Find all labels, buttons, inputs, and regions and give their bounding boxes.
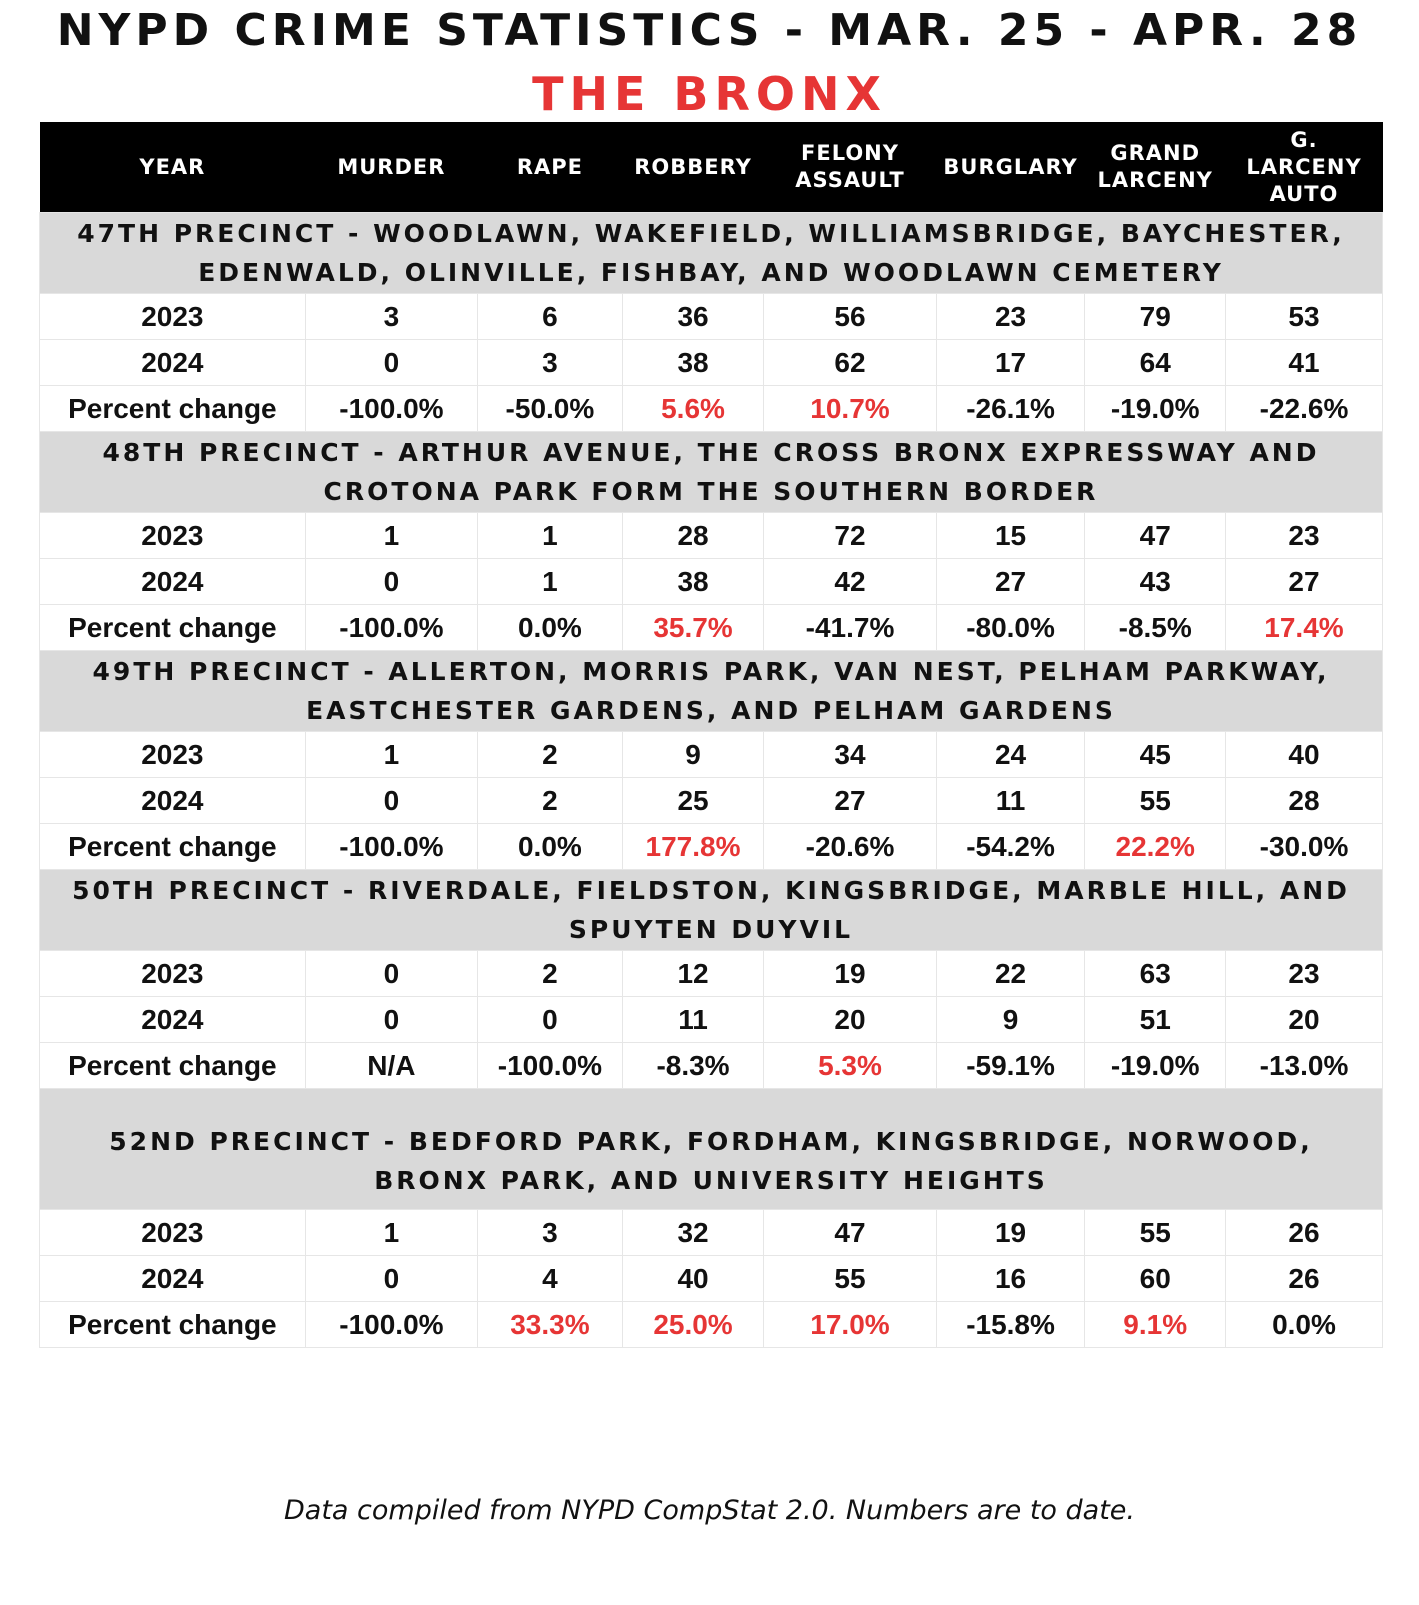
row-2023-burglary-cell: 24 (936, 732, 1085, 778)
row-2023-robbery-cell: 12 (622, 951, 764, 997)
borough-subtitle: THE BRONX (532, 67, 887, 121)
row-percent-change-burglary-cell: -80.0% (936, 605, 1085, 651)
row-2024-year-cell: 2024 (40, 997, 306, 1043)
column-header-rape: RAPE (478, 122, 623, 213)
row-percent-change-year-cell: Percent change (40, 1302, 306, 1348)
row-percent-change-robbery-cell: -8.3% (622, 1043, 764, 1089)
row-2023-felony-assault-cell: 72 (764, 513, 936, 559)
row-2024-grand-larceny-cell: 55 (1085, 778, 1226, 824)
row-2024-felony-assault-cell: 20 (764, 997, 936, 1043)
row-percent-change-rape-cell: 0.0% (478, 824, 623, 870)
row-2023-murder-cell: 1 (305, 732, 477, 778)
row-percent-change-robbery-cell: 35.7% (622, 605, 764, 651)
row-percent-change-grand-larceny-auto-cell: -30.0% (1225, 824, 1382, 870)
table-row (40, 1210, 1383, 1256)
table-row (40, 386, 1383, 432)
row-2023-murder-cell: 1 (305, 1210, 477, 1256)
row-2023-burglary-cell: 22 (936, 951, 1085, 997)
precinct-heading: 50TH PRECINCT - RIVERDALE, FIELDSTON, KINGSBRIDGE, MARBLE HILL, AND SPUYTEN DUYVIL (40, 870, 1383, 951)
table-row (40, 513, 1383, 559)
table-row (40, 340, 1383, 386)
row-2023-burglary-cell: 23 (936, 294, 1085, 340)
row-percent-change-burglary-cell: -15.8% (936, 1302, 1085, 1348)
table-body (40, 213, 1383, 1348)
row-percent-change-year-cell: Percent change (40, 605, 306, 651)
row-2023-felony-assault-cell: 34 (764, 732, 936, 778)
row-2024-burglary-cell: 17 (936, 340, 1085, 386)
row-2024-grand-larceny-auto-cell: 28 (1225, 778, 1382, 824)
row-2023-felony-assault-cell: 47 (764, 1210, 936, 1256)
row-2023-year-cell: 2023 (40, 294, 306, 340)
row-2024-rape-cell: 4 (478, 1256, 623, 1302)
row-percent-change-year-cell: Percent change (40, 1043, 306, 1089)
row-2023-robbery-cell: 9 (622, 732, 764, 778)
column-header-grand-larceny-auto: G. LARCENY AUTO (1225, 122, 1382, 213)
row-2024-rape-cell: 3 (478, 340, 623, 386)
precinct-heading-row (40, 1089, 1383, 1210)
row-2024-grand-larceny-cell: 43 (1085, 559, 1226, 605)
row-2023-rape-cell: 3 (478, 1210, 623, 1256)
row-percent-change-felony-assault-cell: -20.6% (764, 824, 936, 870)
row-2023-year-cell: 2023 (40, 513, 306, 559)
row-percent-change-murder-cell: -100.0% (305, 824, 477, 870)
row-2023-grand-larceny-cell: 55 (1085, 1210, 1226, 1256)
column-header-burglary: BURGLARY (936, 122, 1085, 213)
row-2024-robbery-cell: 40 (622, 1256, 764, 1302)
table-header-row (40, 122, 1383, 213)
row-2024-grand-larceny-cell: 64 (1085, 340, 1226, 386)
row-percent-change-grand-larceny-cell: -19.0% (1085, 1043, 1226, 1089)
row-2024-robbery-cell: 11 (622, 997, 764, 1043)
column-header-year: YEAR (40, 122, 306, 213)
row-percent-change-grand-larceny-auto-cell: 0.0% (1225, 1302, 1382, 1348)
row-2023-rape-cell: 6 (478, 294, 623, 340)
row-percent-change-felony-assault-cell: -41.7% (764, 605, 936, 651)
row-percent-change-burglary-cell: -59.1% (936, 1043, 1085, 1089)
row-2024-rape-cell: 0 (478, 997, 623, 1043)
row-2024-year-cell: 2024 (40, 1256, 306, 1302)
row-2023-murder-cell: 0 (305, 951, 477, 997)
row-2023-year-cell: 2023 (40, 732, 306, 778)
row-2023-burglary-cell: 19 (936, 1210, 1085, 1256)
row-2024-murder-cell: 0 (305, 340, 477, 386)
row-2024-burglary-cell: 11 (936, 778, 1085, 824)
row-percent-change-grand-larceny-auto-cell: -22.6% (1225, 386, 1382, 432)
row-2023-grand-larceny-cell: 63 (1085, 951, 1226, 997)
row-2023-burglary-cell: 15 (936, 513, 1085, 559)
row-2024-grand-larceny-cell: 51 (1085, 997, 1226, 1043)
table-row (40, 605, 1383, 651)
source-note: Data compiled from NYPD CompStat 2.0. Numbers are to date. (283, 1495, 1135, 1526)
row-percent-change-felony-assault-cell: 10.7% (764, 386, 936, 432)
row-percent-change-felony-assault-cell: 5.3% (764, 1043, 936, 1089)
row-2023-murder-cell: 3 (305, 294, 477, 340)
table-row (40, 951, 1383, 997)
precinct-heading: 48TH PRECINCT - ARTHUR AVENUE, THE CROSS BRONX EXPRESSWAY AND CROTONA PARK FORM THE SOUTHERN BORDER (40, 432, 1383, 513)
row-2024-murder-cell: 0 (305, 997, 477, 1043)
row-2024-rape-cell: 1 (478, 559, 623, 605)
table-row (40, 1302, 1383, 1348)
row-percent-change-grand-larceny-cell: -8.5% (1085, 605, 1226, 651)
column-header-robbery: ROBBERY (622, 122, 764, 213)
row-2024-robbery-cell: 25 (622, 778, 764, 824)
row-2024-burglary-cell: 16 (936, 1256, 1085, 1302)
row-percent-change-murder-cell: N/A (305, 1043, 477, 1089)
row-2024-year-cell: 2024 (40, 559, 306, 605)
row-2023-robbery-cell: 32 (622, 1210, 764, 1256)
row-percent-change-robbery-cell: 5.6% (622, 386, 764, 432)
row-percent-change-robbery-cell: 177.8% (622, 824, 764, 870)
row-2024-grand-larceny-cell: 60 (1085, 1256, 1226, 1302)
table-row (40, 732, 1383, 778)
row-2024-murder-cell: 0 (305, 1256, 477, 1302)
row-percent-change-rape-cell: 33.3% (478, 1302, 623, 1348)
row-percent-change-grand-larceny-auto-cell: -13.0% (1225, 1043, 1382, 1089)
row-2023-robbery-cell: 28 (622, 513, 764, 559)
row-2023-rape-cell: 2 (478, 732, 623, 778)
row-percent-change-burglary-cell: -54.2% (936, 824, 1085, 870)
row-2024-rape-cell: 2 (478, 778, 623, 824)
row-percent-change-rape-cell: -50.0% (478, 386, 623, 432)
row-2023-felony-assault-cell: 56 (764, 294, 936, 340)
row-2024-grand-larceny-auto-cell: 20 (1225, 997, 1382, 1043)
row-2023-grand-larceny-cell: 47 (1085, 513, 1226, 559)
precinct-heading: 52ND PRECINCT - BEDFORD PARK, FORDHAM, KINGSBRIDGE, NORWOOD, BRONX PARK, AND UNIVERSITY HEIGHTS (40, 1089, 1383, 1210)
table-row (40, 294, 1383, 340)
row-2023-rape-cell: 1 (478, 513, 623, 559)
column-header-murder: MURDER (305, 122, 477, 213)
row-percent-change-murder-cell: -100.0% (305, 386, 477, 432)
precinct-heading-row (40, 651, 1383, 732)
row-2023-grand-larceny-auto-cell: 26 (1225, 1210, 1382, 1256)
row-2024-robbery-cell: 38 (622, 559, 764, 605)
table-row (40, 1256, 1383, 1302)
row-2024-felony-assault-cell: 55 (764, 1256, 936, 1302)
table-row (40, 778, 1383, 824)
row-2023-grand-larceny-cell: 79 (1085, 294, 1226, 340)
precinct-heading-row (40, 870, 1383, 951)
row-2023-rape-cell: 2 (478, 951, 623, 997)
row-2023-grand-larceny-auto-cell: 23 (1225, 513, 1382, 559)
row-2024-grand-larceny-auto-cell: 27 (1225, 559, 1382, 605)
row-percent-change-robbery-cell: 25.0% (622, 1302, 764, 1348)
row-2024-grand-larceny-auto-cell: 26 (1225, 1256, 1382, 1302)
row-2023-robbery-cell: 36 (622, 294, 764, 340)
table-row (40, 1043, 1383, 1089)
table-row (40, 997, 1383, 1043)
row-2023-grand-larceny-cell: 45 (1085, 732, 1226, 778)
crime-stats-table (39, 122, 1383, 1348)
precinct-heading: 49TH PRECINCT - ALLERTON, MORRIS PARK, VAN NEST, PELHAM PARKWAY, EASTCHESTER GARDENS, AND PELHAM GARDENS (40, 651, 1383, 732)
row-2024-felony-assault-cell: 62 (764, 340, 936, 386)
row-2024-murder-cell: 0 (305, 778, 477, 824)
row-2024-burglary-cell: 27 (936, 559, 1085, 605)
row-percent-change-year-cell: Percent change (40, 824, 306, 870)
row-2023-grand-larceny-auto-cell: 40 (1225, 732, 1382, 778)
row-2023-grand-larceny-auto-cell: 23 (1225, 951, 1382, 997)
row-2024-year-cell: 2024 (40, 340, 306, 386)
row-percent-change-burglary-cell: -26.1% (936, 386, 1085, 432)
row-2024-grand-larceny-auto-cell: 41 (1225, 340, 1382, 386)
column-header-felony-assault: FELONY ASSAULT (764, 122, 936, 213)
row-percent-change-grand-larceny-cell: -19.0% (1085, 386, 1226, 432)
row-2024-year-cell: 2024 (40, 778, 306, 824)
row-2024-murder-cell: 0 (305, 559, 477, 605)
row-percent-change-grand-larceny-auto-cell: 17.4% (1225, 605, 1382, 651)
row-percent-change-rape-cell: -100.0% (478, 1043, 623, 1089)
table-row (40, 824, 1383, 870)
page-title: NYPD CRIME STATISTICS - MAR. 25 - APR. 28 (56, 5, 1363, 56)
row-percent-change-felony-assault-cell: 17.0% (764, 1302, 936, 1348)
row-2023-murder-cell: 1 (305, 513, 477, 559)
table-row (40, 559, 1383, 605)
row-percent-change-murder-cell: -100.0% (305, 1302, 477, 1348)
row-2023-felony-assault-cell: 19 (764, 951, 936, 997)
row-2023-grand-larceny-auto-cell: 53 (1225, 294, 1382, 340)
row-percent-change-rape-cell: 0.0% (478, 605, 623, 651)
row-2024-felony-assault-cell: 27 (764, 778, 936, 824)
precinct-heading-row (40, 432, 1383, 513)
row-2024-felony-assault-cell: 42 (764, 559, 936, 605)
row-2023-year-cell: 2023 (40, 1210, 306, 1256)
row-2024-robbery-cell: 38 (622, 340, 764, 386)
row-2024-burglary-cell: 9 (936, 997, 1085, 1043)
row-percent-change-year-cell: Percent change (40, 386, 306, 432)
precinct-heading: 47TH PRECINCT - WOODLAWN, WAKEFIELD, WILLIAMSBRIDGE, BAYCHESTER, EDENWALD, OLINVILLE, FISHBAY, AND WOODLAWN CEMETERY (40, 213, 1383, 294)
row-percent-change-grand-larceny-cell: 9.1% (1085, 1302, 1226, 1348)
row-2023-year-cell: 2023 (40, 951, 306, 997)
row-percent-change-grand-larceny-cell: 22.2% (1085, 824, 1226, 870)
row-percent-change-murder-cell: -100.0% (305, 605, 477, 651)
precinct-heading-row (40, 213, 1383, 294)
column-header-grand-larceny: GRAND LARCENY (1085, 122, 1226, 213)
